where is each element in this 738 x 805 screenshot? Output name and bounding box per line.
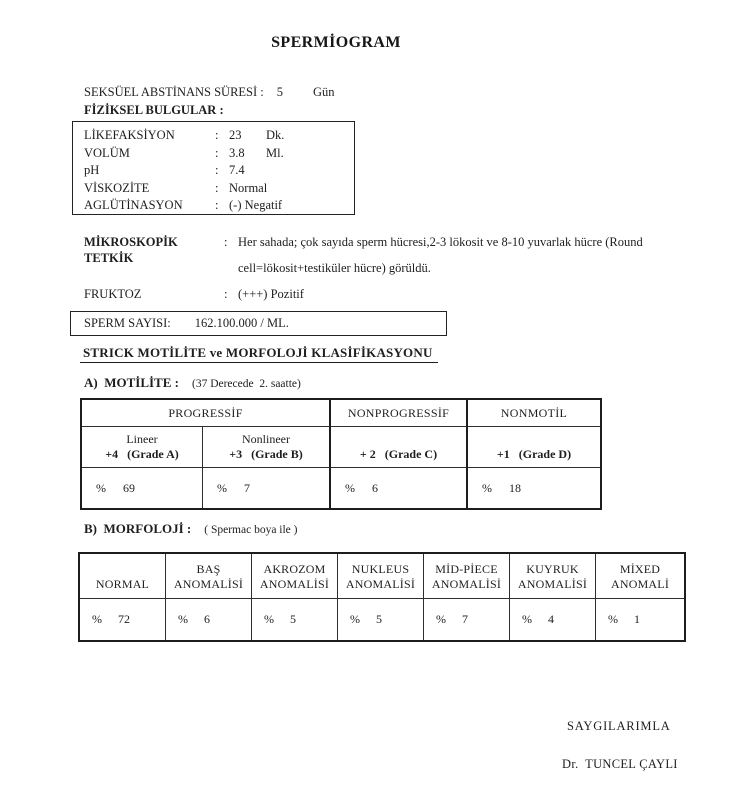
percent-sign: % bbox=[264, 612, 274, 626]
motility-value: 18 bbox=[509, 480, 521, 495]
microscopic-exam-row bbox=[84, 234, 648, 276]
row-unit: Ml. bbox=[266, 145, 284, 160]
morph-header-mixed bbox=[596, 554, 684, 599]
header-line1: MİXED bbox=[619, 562, 661, 576]
header-line2: ANOMALİSİ bbox=[259, 577, 330, 591]
morph-value: 72 bbox=[118, 612, 130, 626]
row-label: VİSKOZİTE bbox=[84, 180, 150, 195]
motility-table bbox=[80, 398, 602, 510]
closing-salutation: SAYGILARIMLA bbox=[567, 719, 671, 733]
morph-header-akrozom bbox=[252, 554, 338, 599]
physical-row-aglutinasyon bbox=[84, 197, 354, 215]
row-unit: Dk. bbox=[266, 128, 285, 142]
morph-value-cell bbox=[166, 599, 252, 640]
row-label: LİKEFAKSİYON bbox=[84, 128, 175, 142]
percent-sign: % bbox=[96, 480, 106, 495]
colon-separator: : bbox=[215, 163, 219, 177]
percent-sign: % bbox=[482, 480, 492, 495]
morph-value-cell bbox=[252, 599, 338, 640]
row-label: VOLÜM bbox=[84, 145, 130, 160]
grade-header-b bbox=[203, 427, 331, 468]
motility-value-cell bbox=[82, 468, 203, 508]
morph-header-nukleus bbox=[338, 554, 424, 599]
colon-separator: : bbox=[215, 198, 219, 212]
morph-value-cell bbox=[338, 599, 424, 640]
percent-sign: % bbox=[178, 612, 188, 626]
morphology-header-row bbox=[80, 554, 684, 599]
header-line2: ANOMALİSİ bbox=[517, 577, 588, 591]
header-line1: NUKLEUS bbox=[351, 562, 410, 576]
morph-value-cell bbox=[596, 599, 684, 640]
morph-header-kuyruk bbox=[510, 554, 596, 599]
motility-value: 69 bbox=[123, 480, 135, 495]
microscopic-result-line1: Her sahada; çok sayıda sperm hücresi,2-3 lökosit ve 8-10 yuvarlak hücre (Round bbox=[238, 235, 643, 249]
morph-value: 4 bbox=[548, 612, 554, 626]
fructose-label: FRUKTOZ bbox=[84, 287, 142, 301]
header-line2: ANOMALİSİ bbox=[431, 577, 502, 591]
physical-row-viskozite bbox=[84, 180, 354, 198]
morphology-table bbox=[78, 552, 686, 642]
row-value: (-) Negatif bbox=[229, 198, 283, 212]
motility-heading: A) MOTİLİTE : bbox=[84, 375, 179, 390]
header-line2: ANOMALİ bbox=[610, 577, 670, 591]
sperm-count-box bbox=[70, 311, 447, 336]
fructose-row bbox=[84, 287, 304, 302]
grade-header-d bbox=[468, 427, 600, 468]
grade-header-line1: Nonlineer bbox=[242, 432, 290, 446]
group-header-nonmotil: NONMOTİL bbox=[468, 400, 600, 427]
colon-separator: : bbox=[215, 180, 219, 195]
row-label: pH bbox=[84, 163, 100, 177]
fructose-value: (+++) Pozitif bbox=[238, 287, 304, 301]
header-line1: MİD-PİECE bbox=[435, 562, 498, 576]
morph-value-cell bbox=[424, 599, 510, 640]
morph-value: 1 bbox=[634, 612, 640, 626]
percent-sign: % bbox=[522, 612, 532, 626]
morph-value: 7 bbox=[462, 612, 468, 626]
row-value: 3.8 bbox=[229, 145, 245, 160]
motility-heading-row bbox=[84, 375, 301, 391]
morph-value-cell bbox=[510, 599, 596, 640]
physical-row-likefaksiyon bbox=[84, 127, 354, 145]
grade-header-line2: +4 (Grade A) bbox=[105, 447, 179, 461]
header-line1: AKROZOM bbox=[263, 562, 326, 576]
doctor-signature: Dr. TUNCEL ÇAYLI bbox=[562, 757, 678, 771]
morphology-values-row bbox=[80, 599, 684, 640]
abstinence-unit: Gün bbox=[313, 85, 335, 99]
motility-value-cell bbox=[468, 468, 600, 508]
motility-note: (37 Derecede 2. saatte) bbox=[191, 378, 301, 390]
microscopic-result-line2: cell=lökosit+testiküler hücre) görüldü. bbox=[238, 261, 431, 275]
percent-sign: % bbox=[350, 612, 360, 626]
morph-header-midpiece bbox=[424, 554, 510, 599]
abstinence-value: 5 bbox=[276, 85, 284, 99]
classification-section-heading bbox=[80, 345, 438, 363]
microscopic-label: MİKROSKOPİK TETKİK bbox=[84, 235, 178, 265]
morph-value: 6 bbox=[204, 612, 210, 626]
colon-separator: : bbox=[224, 287, 228, 301]
physical-row-volum bbox=[84, 145, 354, 163]
motility-value: 6 bbox=[372, 480, 378, 495]
row-value: 7.4 bbox=[229, 163, 245, 177]
colon-separator: : bbox=[224, 235, 228, 249]
grade-header-line2: +3 (Grade B) bbox=[229, 447, 303, 461]
morph-header-normal bbox=[80, 554, 166, 599]
motility-grade-header-row bbox=[82, 427, 600, 468]
colon-separator: : bbox=[215, 128, 219, 142]
morphology-heading-row bbox=[84, 521, 298, 537]
row-label: AGLÜTİNASYON bbox=[84, 198, 183, 212]
morph-value: 5 bbox=[376, 612, 382, 626]
header-line1: BAŞ bbox=[196, 562, 221, 576]
group-header-progressif: PROGRESSİF bbox=[82, 400, 331, 427]
sperm-count-value: 162.100.000 / ML. bbox=[194, 316, 289, 330]
sperm-count-label: SPERM SAYISI: bbox=[84, 316, 171, 330]
header-line2: ANOMALİSİ bbox=[173, 577, 244, 591]
physical-row-ph bbox=[84, 162, 354, 180]
grade-header-a bbox=[82, 427, 203, 468]
colon-separator: : bbox=[215, 145, 219, 160]
header-line1: KUYRUK bbox=[526, 562, 579, 576]
header-line2: ANOMALİSİ bbox=[345, 577, 416, 591]
morphology-heading: B) MORFOLOJİ : bbox=[84, 521, 192, 536]
classification-heading-text: STRICK MOTİLİTE ve MORFOLOJİ KLASİFİKASYONU bbox=[80, 345, 438, 363]
microscopic-result-text bbox=[238, 234, 648, 276]
group-header-nonprogressif: NONPROGRESSİF bbox=[331, 400, 468, 427]
motility-value-cell bbox=[203, 468, 331, 508]
physical-findings-heading: FİZİKSEL BULGULAR : bbox=[84, 103, 224, 117]
row-value: 23 bbox=[229, 128, 242, 142]
motility-values-row bbox=[82, 468, 600, 508]
grade-header-line2: +1 (Grade D) bbox=[496, 447, 572, 461]
motility-value-cell bbox=[331, 468, 468, 508]
abstinence-label: SEKSÜEL ABSTİNANS SÜRESİ : bbox=[84, 85, 264, 99]
percent-sign: % bbox=[436, 612, 446, 626]
grade-header-line1: Lineer bbox=[126, 432, 158, 446]
morphology-note: ( Spermac boya ile ) bbox=[204, 524, 298, 536]
report-title: SPERMİOGRAM bbox=[271, 34, 401, 51]
percent-sign: % bbox=[92, 612, 102, 626]
morph-header-bas bbox=[166, 554, 252, 599]
percent-sign: % bbox=[608, 612, 618, 626]
morph-value-cell bbox=[80, 599, 166, 640]
motility-group-header-row bbox=[82, 400, 600, 427]
grade-header-line2: + 2 (Grade C) bbox=[359, 447, 438, 461]
grade-header-c bbox=[331, 427, 468, 468]
percent-sign: % bbox=[217, 480, 227, 495]
row-value: Normal bbox=[229, 180, 268, 195]
motility-value: 7 bbox=[244, 480, 250, 495]
percent-sign: % bbox=[345, 480, 355, 495]
morph-value: 5 bbox=[290, 612, 296, 626]
header-line2: NORMAL bbox=[95, 577, 150, 591]
physical-findings-box bbox=[72, 121, 355, 215]
abstinence-row bbox=[84, 85, 335, 100]
